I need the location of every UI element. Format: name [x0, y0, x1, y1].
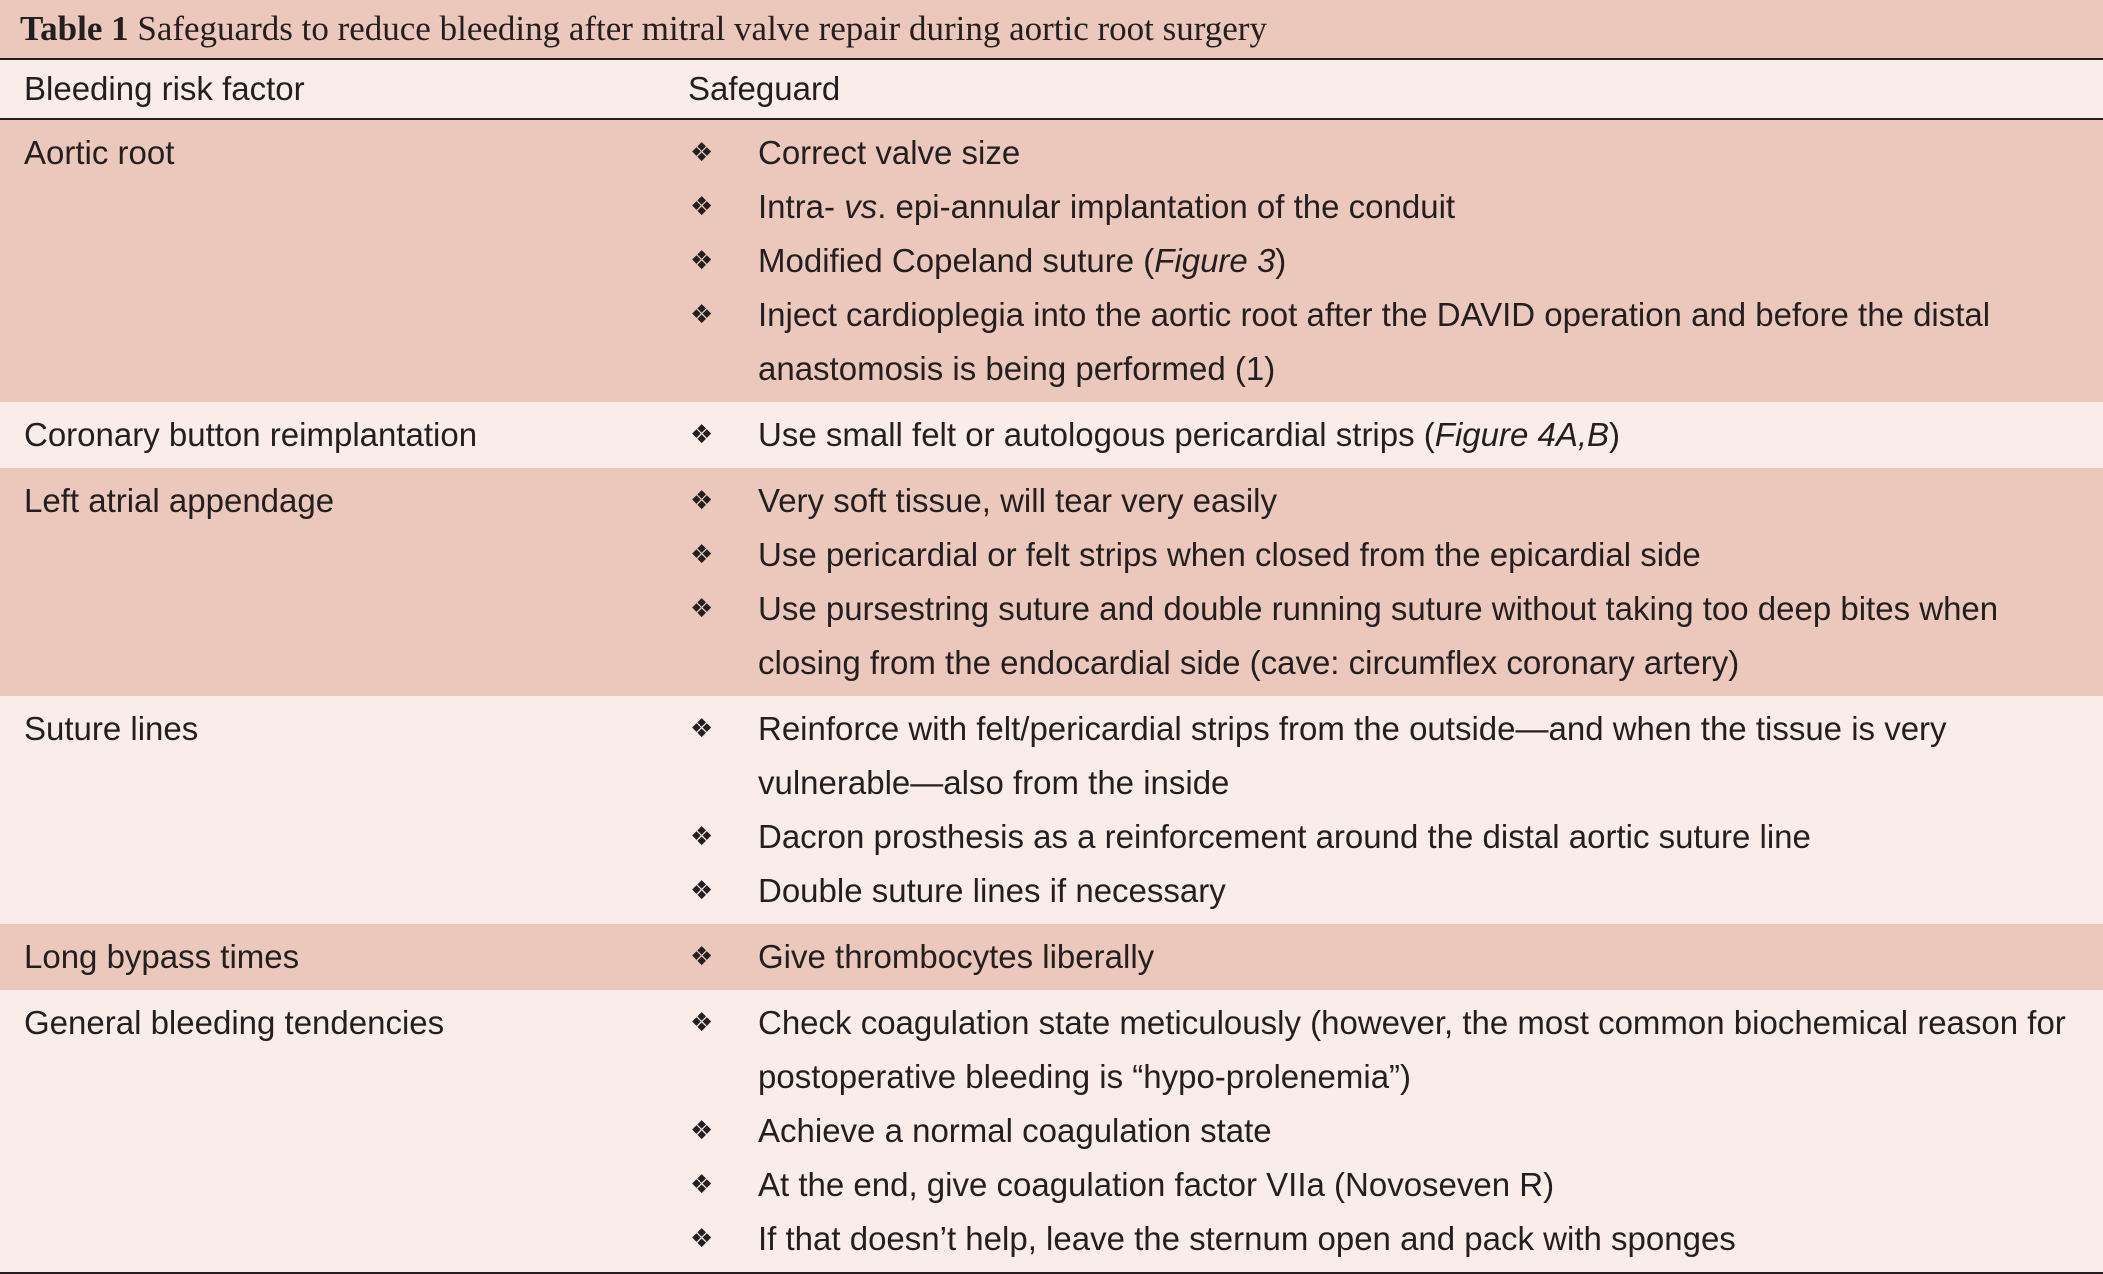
text-run: At the end, give coagulation factor VIIa (Novoseven R)	[758, 1166, 1555, 1203]
safeguard-list	[688, 702, 2103, 918]
safeguard-text	[758, 242, 1286, 279]
risk-factor-cell: General bleeding tendencies	[0, 990, 688, 1273]
safeguard-cell	[688, 402, 2103, 468]
table-row	[0, 924, 2103, 990]
risk-factor-cell: Long bypass times	[0, 924, 688, 990]
safeguard-item	[688, 234, 2103, 288]
table-label: Table 1	[20, 9, 129, 48]
safeguard-text	[758, 482, 1277, 519]
text-run: Double suture lines if necessary	[758, 872, 1226, 909]
table-row	[0, 696, 2103, 924]
italic-reference: vs	[844, 188, 878, 225]
table-caption	[0, 0, 2103, 58]
safeguard-text	[758, 536, 1701, 573]
safeguard-text	[758, 296, 1990, 387]
risk-factor-cell: Left atrial appendage	[0, 468, 688, 696]
safeguard-item	[688, 180, 2103, 234]
safeguard-text	[758, 1004, 2066, 1095]
diamond-bullet-icon: ❖	[690, 822, 714, 852]
risk-factor-cell: Coronary button reimplantation	[0, 402, 688, 468]
safeguard-text	[758, 818, 1811, 855]
diamond-bullet-icon: ❖	[690, 246, 714, 276]
safeguard-text	[758, 590, 1998, 681]
text-run: Inject cardioplegia into the aortic root after the DAVID operation and before the distal anastomosis is being performed (1)	[758, 296, 1991, 387]
text-run: Modified Copeland suture (	[758, 242, 1155, 279]
safeguard-cell	[688, 924, 2103, 990]
safeguard-item	[688, 582, 2103, 690]
text-run: If that doesn’t help, leave the sternum open and pack with sponges	[758, 1220, 1736, 1257]
text-run: Dacron prosthesis as a reinforcement around the distal aortic suture line	[758, 818, 1811, 855]
safeguard-item	[688, 1158, 2103, 1212]
text-run: Very soft tissue, will tear very easily	[758, 482, 1278, 519]
table-row	[0, 990, 2103, 1273]
safeguard-text	[758, 134, 1020, 171]
diamond-bullet-icon: ❖	[690, 1008, 714, 1038]
table-row	[0, 468, 2103, 696]
text-run: Check coagulation state meticulously (however, the most common biochemical reason for postoperative bleeding is “hypo-prolenemia”)	[758, 1004, 2066, 1095]
safeguard-list	[688, 126, 2103, 396]
safeguard-text	[758, 416, 1620, 453]
safeguard-text	[758, 710, 1947, 801]
text-run: Achieve a normal coagulation state	[758, 1112, 1272, 1149]
safeguard-list	[688, 930, 2103, 984]
diamond-bullet-icon: ❖	[690, 876, 714, 906]
safeguard-item	[688, 810, 2103, 864]
risk-factor-cell: Suture lines	[0, 696, 688, 924]
safeguard-text	[758, 1112, 1272, 1149]
diamond-bullet-icon: ❖	[690, 1116, 714, 1146]
table-row	[0, 402, 2103, 468]
safeguard-item	[688, 1212, 2103, 1266]
diamond-bullet-icon: ❖	[690, 594, 714, 624]
diamond-bullet-icon: ❖	[690, 714, 714, 744]
safeguard-item	[688, 126, 2103, 180]
safeguard-list	[688, 996, 2103, 1266]
text-run: Give thrombocytes liberally	[758, 938, 1155, 975]
safeguard-item	[688, 864, 2103, 918]
safeguard-item	[688, 1104, 2103, 1158]
safeguard-text	[758, 188, 1455, 225]
column-header-factor: Bleeding risk factor	[0, 59, 688, 119]
safeguards-table	[0, 58, 2103, 1274]
safeguard-text	[758, 872, 1226, 909]
text-run: Use pericardial or felt strips when closed from the epicardial side	[758, 536, 1701, 573]
diamond-bullet-icon: ❖	[690, 300, 714, 330]
diamond-bullet-icon: ❖	[690, 192, 714, 222]
text-run: )	[1275, 242, 1287, 279]
text-run: )	[1609, 416, 1621, 453]
safeguard-text	[758, 938, 1154, 975]
safeguard-item	[688, 930, 2103, 984]
safeguard-item	[688, 996, 2103, 1104]
text-run: Reinforce with felt/pericardial strips from the outside—and when the tissue is very vulnerable—also from the inside	[758, 710, 1947, 801]
diamond-bullet-icon: ❖	[690, 1224, 714, 1254]
text-run: Use small felt or autologous pericardial strips (	[758, 416, 1435, 453]
text-run: . epi-annular implantation of the conduit	[877, 188, 1456, 225]
header-row	[0, 59, 2103, 119]
text-run: Correct valve size	[758, 134, 1021, 171]
italic-reference: Figure 4A,B	[1434, 416, 1610, 453]
table-title: Safeguards to reduce bleeding after mitral valve repair during aortic root surgery	[137, 9, 1267, 48]
text-run: Use pursestring suture and double running suture without taking too deep bites when closing from the endocardial side (cave: circumflex coronary artery)	[758, 590, 1999, 681]
safeguard-item	[688, 474, 2103, 528]
safeguard-cell	[688, 696, 2103, 924]
text-run: Intra-	[758, 188, 845, 225]
table-row	[0, 119, 2103, 402]
diamond-bullet-icon: ❖	[690, 138, 714, 168]
safeguard-text	[758, 1166, 1554, 1203]
safeguard-list	[688, 474, 2103, 690]
diamond-bullet-icon: ❖	[690, 540, 714, 570]
safeguard-item	[688, 288, 2103, 396]
risk-factor-cell: Aortic root	[0, 119, 688, 402]
diamond-bullet-icon: ❖	[690, 942, 714, 972]
diamond-bullet-icon: ❖	[690, 1170, 714, 1200]
diamond-bullet-icon: ❖	[690, 486, 714, 516]
safeguard-item	[688, 702, 2103, 810]
safeguard-cell	[688, 990, 2103, 1273]
safeguard-cell	[688, 468, 2103, 696]
column-header-safeguard: Safeguard	[688, 59, 2103, 119]
safeguard-item	[688, 528, 2103, 582]
safeguard-list	[688, 408, 2103, 462]
safeguard-item	[688, 408, 2103, 462]
safeguard-text	[758, 1220, 1736, 1257]
diamond-bullet-icon: ❖	[690, 420, 714, 450]
italic-reference: Figure 3	[1154, 242, 1276, 279]
safeguard-cell	[688, 119, 2103, 402]
table-body	[0, 119, 2103, 1273]
